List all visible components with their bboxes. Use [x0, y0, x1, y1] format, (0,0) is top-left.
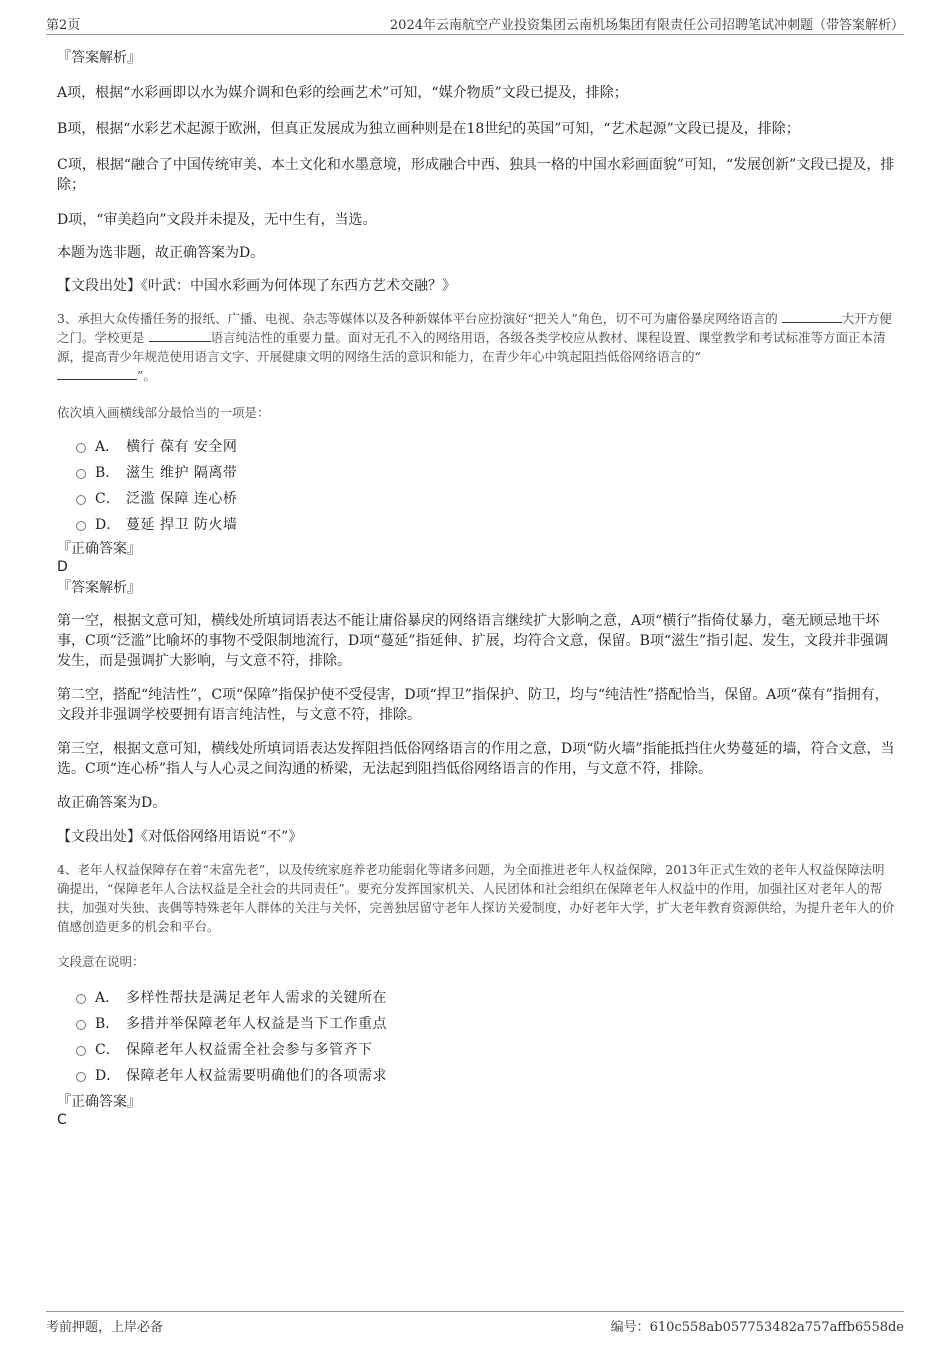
q3-correct-label: 『正确答案』 — [57, 541, 141, 557]
q3-instruction: 依次填入画横线部分最恰当的一项是： — [57, 405, 270, 420]
radio-icon[interactable] — [76, 469, 86, 479]
q4-correct-answer: C — [57, 1112, 67, 1128]
q2-analysis-d: D项，“审美趋向”文段并未提及，无中生有，当选。 — [57, 212, 377, 228]
q3-conclusion: 故正确答案为D。 — [57, 795, 167, 811]
q3-analysis-label: 『答案解析』 — [57, 580, 141, 596]
q4-options — [37, 985, 897, 1089]
q3-correct-answer: D — [57, 559, 68, 575]
q3-analysis-3: 第三空，根据文意可知，横线处所填词语表达发挥阻挡低俗网络语言的作用之意，D项“防火墙”指能抵挡住火势蔓延的墙，符合文意，当选。C项“连心桥”指人与人心灵之间沟通的桥梁，无法起到阻挡低俗网络语言的作用，与文意不符，排除。 — [57, 741, 895, 777]
q3-option-b[interactable]: B． 滋生 维护 隔离带 — [37, 460, 897, 486]
q3-analysis-2: 第二空，搭配“纯洁性”，C项“保障”指保护使不受侵害，D项“捍卫”指保护、防卫，均与“纯洁性”搭配恰当，保留。A项“葆有”指拥有，文段并非强调学校要拥有语言纯洁性，与文意不符，排除。 — [57, 687, 889, 723]
footer-slogan: 考前押题，上岸必备 — [46, 1320, 164, 1335]
q2-analysis-label: 『答案解析』 — [57, 50, 141, 66]
q3-option-a[interactable]: A． 横行 葆有 安全网 — [37, 434, 897, 460]
radio-icon[interactable] — [76, 1072, 86, 1082]
q2-analysis-b: B项，根据“水彩艺术起源于欧洲，但真正发展成为独立画种则是在18世纪的英国”可知，“艺术起源”文段已提及，排除； — [57, 121, 800, 137]
q4-stem: 4、老年人权益保障存在着“未富先老”，以及传统家庭养老功能弱化等诸多问题，为全面推进老年人权益保障，2013年正式生效的老年人权益保障法明确提出，“保障老年人合法权益是全社会的共同责任”。要充分发挥国家机关、人民团体和社会组织在保障老年人权益中的作用，加强社区对老年人的帮扶，加强对失独、丧偶等特殊老年人群体的关注与关怀，完善独居留守老年人探访关爱制度，办好老年大学，扩大老年教育资源供给，为提升老年人的价值感创造更多的机会和平台。 — [57, 862, 895, 934]
radio-icon[interactable] — [76, 1046, 86, 1056]
q4-option-d[interactable]: D． 保障老年人权益需要明确他们的各项需求 — [37, 1063, 897, 1089]
q2-analysis-c: C项，根据“融合了中国传统审美、本土文化和水墨意境，形成融合中西、独具一格的中国水彩画面貌”可知，“发展创新”文段已提及，排除； — [57, 157, 895, 193]
footer-serial: 编号：610c558ab057753482a757affb6558de — [610, 1320, 904, 1335]
q3-option-c[interactable]: C． 泛滥 保障 连心桥 — [37, 486, 897, 512]
radio-icon[interactable] — [76, 521, 86, 531]
q3-blank-1 — [782, 310, 842, 323]
q2-conclusion: 本题为选非题，故正确答案为D。 — [57, 245, 265, 261]
document-body — [57, 44, 897, 1129]
q4-option-a[interactable]: A． 多样性帮扶是满足老年人需求的关键所在 — [37, 985, 897, 1011]
q4-instruction: 文段意在说明： — [57, 954, 145, 969]
page-footer — [46, 1311, 904, 1336]
document-title: 2024年云南航空产业投资集团云南机场集团有限责任公司招聘笔试冲刺题（带答案解析） — [389, 18, 904, 33]
page-number: 第2页 — [46, 18, 81, 33]
q3-blank-3 — [57, 367, 137, 380]
q3-options — [37, 434, 897, 538]
q2-analysis-a: A项，根据“水彩画即以水为媒介调和色彩的绘画艺术”可知，“媒介物质”文段已提及，排除； — [57, 85, 628, 101]
q4-option-b[interactable]: B． 多措并举保障老年人权益是当下工作重点 — [37, 1011, 897, 1037]
q3-blank-2 — [149, 329, 211, 342]
q3-analysis-1: 第一空，根据文意可知，横线处所填词语表达不能让庸俗暴戾的网络语言继续扩大影响之意，A项“横行”指倚仗暴力，毫无顾忌地干坏事，C项“泛滥”比喻坏的事物不受限制地流行，D项“蔓延”指延伸、扩展，均符合文意，保留。B项“滋生”指引起、发生，文段并非强调发生，而是强调扩大影响，与文意不符，排除。 — [57, 613, 889, 669]
q4-option-c[interactable]: C． 保障老年人权益需全社会参与多管齐下 — [37, 1037, 897, 1063]
radio-icon[interactable] — [76, 443, 86, 453]
radio-icon[interactable] — [76, 495, 86, 505]
page-header — [46, 14, 904, 35]
q2-source: 【文段出处】《叶武：中国水彩画为何体现了东西方艺术交融？》 — [57, 278, 456, 294]
q3-option-d[interactable]: D． 蔓延 捍卫 防火墙 — [37, 512, 897, 538]
q4-correct-label: 『正确答案』 — [57, 1094, 141, 1110]
q3-stem: 3、承担大众传播任务的报纸、广播、电视、杂志等媒体以及各种新媒体平台应扮演好“把关人”角色，切不可为庸俗暴戾网络语言的 大开方便之门。学校更是 语言纯洁性的重要力量。面对无孔不入的网络用语，各级各类学校应从教材、课程设置、课堂教学和考试标准等方面正本清源，提高青少年规范使用语言文字、开展健康文明的网络生活的意识和能力，在青少年心中筑起阻挡低俗网络语言的“ ”。 — [57, 311, 892, 383]
radio-icon[interactable] — [76, 1020, 86, 1030]
q3-source: 【文段出处】《对低俗网络用语说“不”》 — [57, 829, 303, 845]
radio-icon[interactable] — [76, 994, 86, 1004]
